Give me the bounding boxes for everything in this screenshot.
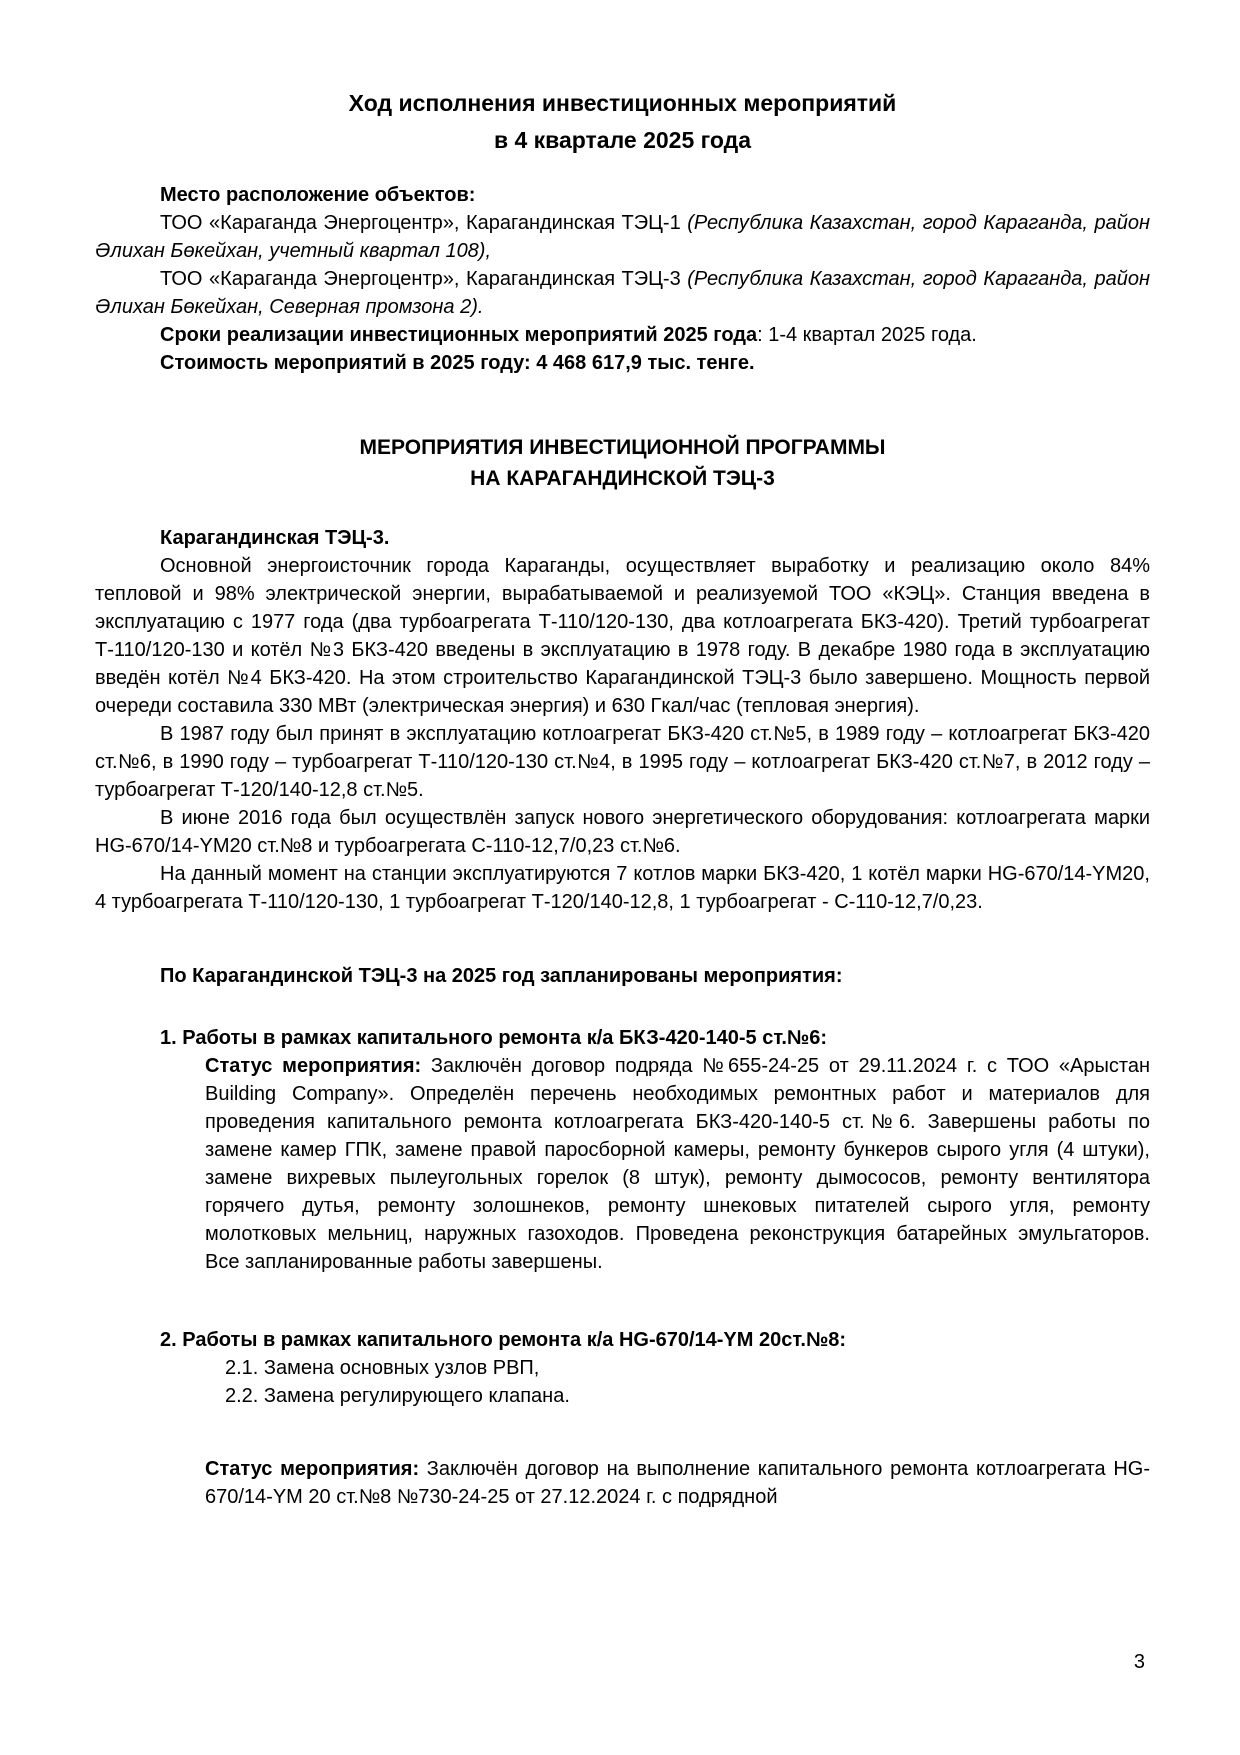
page-number: 3 <box>1133 1651 1145 1673</box>
plan-item-2-status-label: Статус мероприятия: <box>205 1458 420 1480</box>
tec3-address-italic: (Республика Казахстан, город Караганда, район Әлихан Бөкейхан, Северная промзона 2). <box>95 268 1151 318</box>
plan-heading: По Карагандинской ТЭЦ-3 на 2025 год запланированы мероприятия: <box>160 965 843 987</box>
plan-item-2-heading <box>95 1326 1150 1354</box>
paragraph-terms <box>95 321 1150 349</box>
document-title <box>95 85 1150 159</box>
station-paragraph-4: На данный момент на станции эксплуатируются 7 котлов марки БКЗ-420, 1 котёл марки HG-670/14-YM20, 4 турбоагрегата Т-110/120-130, 1 турбоагрегат Т-120/140-12,8, 1 турбоагрегат - С-110-12,7/0,23. <box>95 863 1150 913</box>
plan-item-2-status-text: Заключён договор на выполнение капитального ремонта котлоагрегата HG-670/14-YM 20 ст.№8 №730-24-25 от 27.12.2024 г. с подрядной <box>205 1458 1150 1508</box>
tec1-company-text: ТОО «Караганда Энергоцентр», Карагандинская ТЭЦ-1 <box>160 212 688 234</box>
station-paragraph-1: Основной энергоисточник города Караганды, осуществляет выработку и реализацию около 84% тепловой и 98% электрической энергии, вырабатываемой и реализуемой ТОО «КЭЦ». Станция введена в эксплуатацию с 1977 года (два турбоагрегата Т-110/120-130, два котлоагрегата БКЗ-420). Третий турбоагрегат Т-110/120-130 и котёл №3 БКЗ-420 введены в эксплуатацию в 1978 году. В декабре 1980 года в эксплуатацию введён котёл №4 БКЗ-420. На этом строительство Карагандинской ТЭЦ-3 было завершено. Мощность первой очереди составила 330 МВт (электрическая энергия) и 630 Гкал/час (тепловая энергия). <box>95 555 1150 717</box>
title-line-1: Ход исполнения инвестиционных мероприятий <box>348 90 897 116</box>
paragraph-location-tec1 <box>95 209 1150 265</box>
program-heading <box>95 432 1150 494</box>
paragraph-location-tec3 <box>95 265 1150 321</box>
station-paragraph-2: В 1987 году был принят в эксплуатацию котлоагрегат БКЗ-420 ст.№5, в 1989 году – котлоагрегат БКЗ-420 ст.№6, в 1990 году – турбоагрегат Т-110/120-130 ст.№4, в 1995 году – котлоагрегат БКЗ-420 ст.№7, в 2012 году – турбоагрегат Т-120/140-12,8 ст.№5. <box>95 723 1150 801</box>
tec1-address-italic: (Республика Казахстан, город Караганда, район Әлихан Бөкейхан, учетный квартал 108), <box>95 212 1151 262</box>
location-heading: Место расположение объектов: <box>160 184 476 206</box>
plan-item-2-sub-1: 2.1. Замена основных узлов РВП, <box>225 1357 540 1379</box>
plan-item-1-status-text: Заключён договор подряда №655-24-25 от 29.11.2024 г. с ТОО «Арыстан Building Company». Определён перечень необходимых ремонтных работ и материалов для проведения капитального ремонта котлоагрегата БКЗ-420-140-5 ст.№6. Завершены работы по замене камер ГПК, замене правой паросборной камеры, ремонту бункеров сырого угля (4 штуки), замене вихревых пылеугольных горелок (8 штук), ремонту дымососов, ремонту вентилятора горячего дутья, ремонту золошнеков, ремонту шнековых питателей сырого угля, ремонту молотковых мельниц, наружных газоходов. Проведена реконструкция батарейных эмульгаторов. Все запланированные работы завершены. <box>205 1055 1150 1273</box>
title-line-2: в 4 квартале 2025 года <box>493 127 752 153</box>
station-paragraph-3: В июне 2016 года был осуществлён запуск нового энергетического оборудования: котлоагрегата марки HG-670/14-YM20 ст.№8 и турбоагрегата С-110-12,7/0,23 ст.№6. <box>95 807 1150 857</box>
plan-item-2-title: Работы в рамках капитального ремонта к/а HG-670/14-YM 20ст.№8: <box>182 1329 847 1351</box>
plan-item-2-status <box>205 1455 1150 1511</box>
station-heading: Карагандинская ТЭЦ-3. <box>160 527 390 549</box>
plan-item-1-heading <box>95 1024 1150 1052</box>
terms-lead-bold: Сроки реализации инвестиционных мероприятий 2025 года <box>160 324 758 346</box>
program-heading-line-2: НА КАРАГАНДИНСКОЙ ТЭЦ-3 <box>470 467 775 490</box>
tec3-company-text: ТОО «Караганда Энергоцентр», Карагандинская ТЭЦ-3 <box>160 268 688 290</box>
plan-item-1-title: Работы в рамках капитального ремонта к/а БКЗ-420-140-5 ст.№6: <box>182 1027 827 1049</box>
plan-item-2-number: 2. <box>160 1329 183 1351</box>
plan-item-1-number: 1. <box>160 1027 183 1049</box>
plan-item-1-status <box>205 1052 1150 1276</box>
terms-value-text: : 1-4 квартал 2025 года. <box>757 324 977 346</box>
program-heading-line-1: МЕРОПРИЯТИЯ ИНВЕСТИЦИОННОЙ ПРОГРАММЫ <box>359 436 886 459</box>
plan-item-1-status-label: Статус мероприятия: <box>205 1055 422 1077</box>
plan-item-2-sub-2: 2.2. Замена регулирующего клапана. <box>225 1385 570 1407</box>
paragraph-cost: Стоимость мероприятий в 2025 году: 4 468 617,9 тыс. тенге. <box>160 352 755 374</box>
